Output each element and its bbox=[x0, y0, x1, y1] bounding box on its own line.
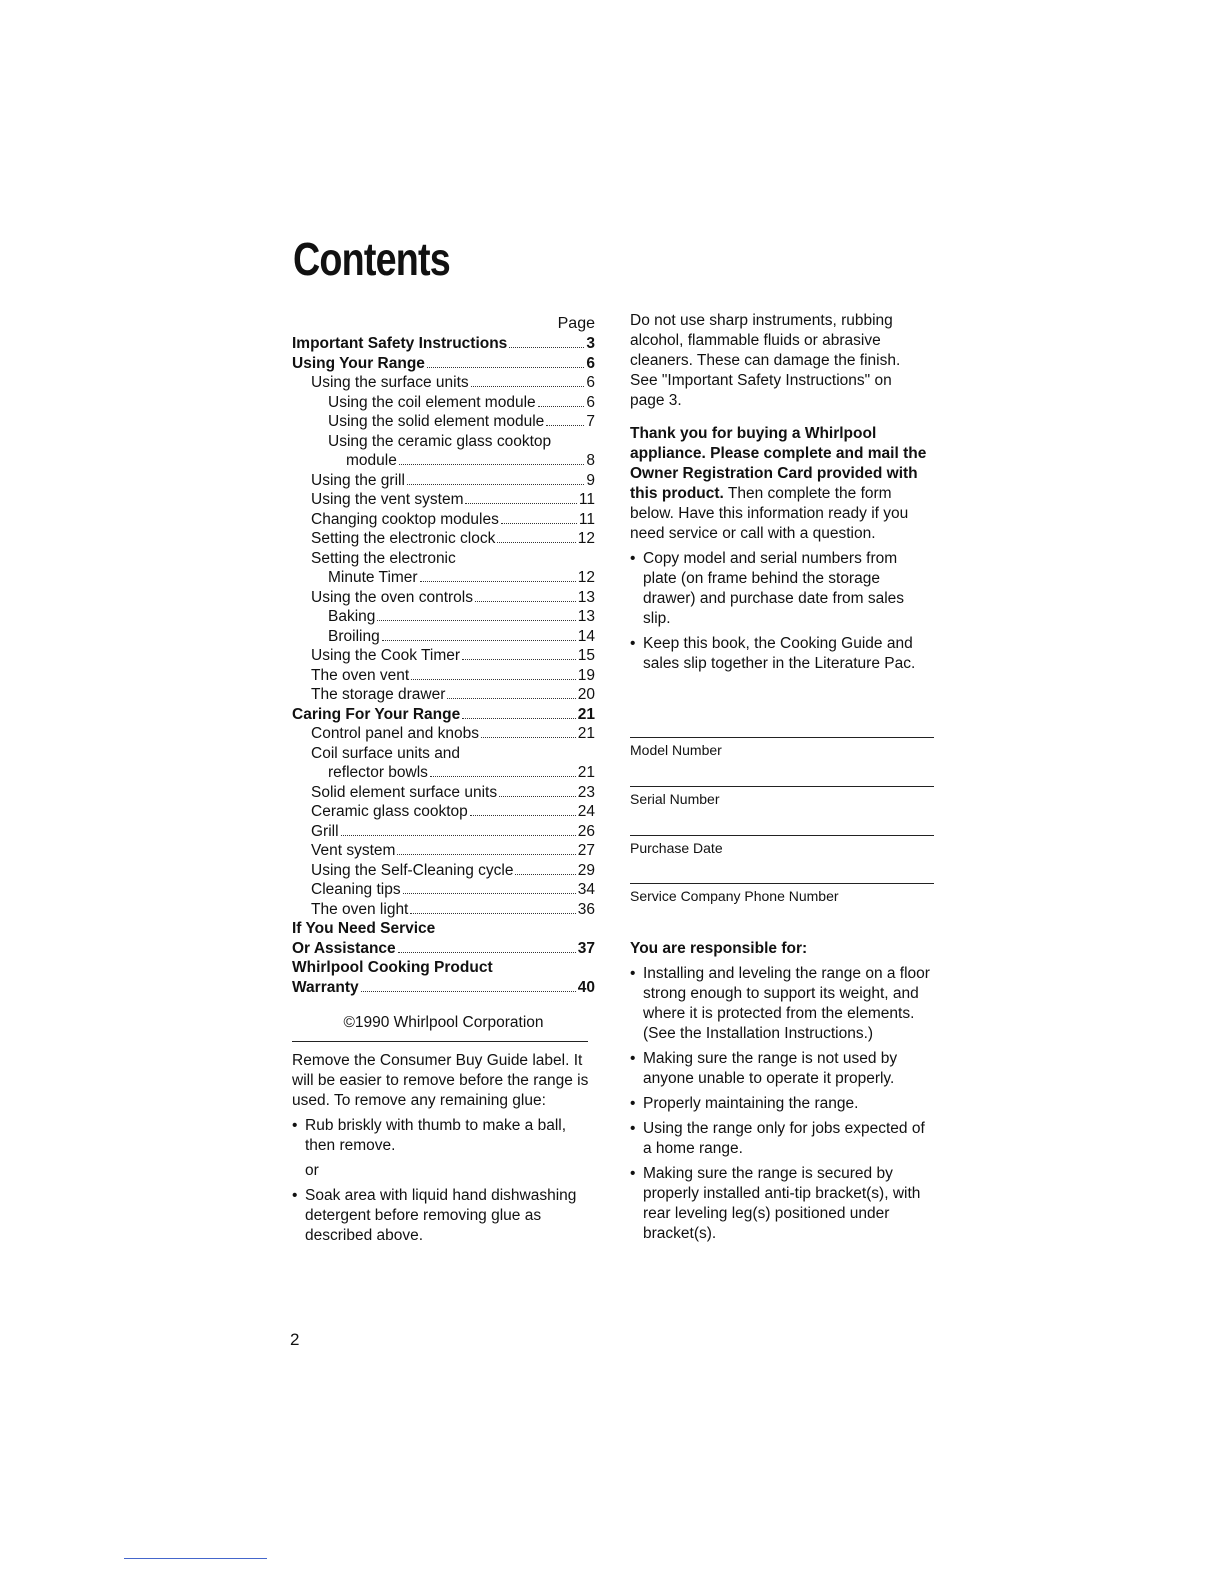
toc-entry bbox=[292, 627, 595, 647]
list-item: • Using the range only for jobs expected of a home range. bbox=[630, 1119, 930, 1159]
purchase-date-field[interactable]: Purchase Date bbox=[630, 835, 934, 856]
toc-entry-title: Using the surface units bbox=[311, 374, 469, 392]
toc-leader-dots bbox=[427, 354, 584, 368]
toc-entry bbox=[292, 919, 595, 939]
toc-entry-title: Using the solid element module bbox=[328, 413, 545, 431]
list-item: • Soak area with liquid hand dishwashing detergent before removing glue as described above. bbox=[292, 1186, 592, 1246]
toc-entry-page: 23 bbox=[577, 783, 595, 801]
toc-leader-dots bbox=[382, 627, 576, 641]
toc-entry bbox=[292, 412, 595, 432]
toc-leader-dots bbox=[497, 529, 575, 543]
toc-entry-title: Or Assistance bbox=[292, 939, 396, 957]
toc-entry-page: 34 bbox=[577, 881, 595, 899]
toc-leader-dots bbox=[471, 373, 585, 387]
toc-entry-title: Baking bbox=[328, 608, 376, 626]
toc-leader-dots bbox=[546, 412, 584, 426]
toc-entry-title: Using the Cook Timer bbox=[311, 647, 461, 665]
table-of-contents bbox=[292, 314, 595, 997]
toc-entry bbox=[292, 451, 595, 471]
toc-leader-dots bbox=[509, 334, 584, 348]
toc-entry bbox=[292, 861, 595, 881]
service-phone-field[interactable]: Service Company Phone Number bbox=[630, 883, 934, 904]
toc-entry bbox=[292, 958, 595, 978]
list-item: • Installing and leveling the range on a floor strong enough to support its weight, and where it is protected from the elements. (See the Installation Instructions.) bbox=[630, 964, 930, 1044]
toc-entry bbox=[292, 529, 595, 549]
toc-leader-dots bbox=[515, 861, 575, 875]
toc-leader-dots bbox=[499, 783, 576, 797]
toc-entry bbox=[292, 900, 595, 920]
thank-you-bold: Thank you for buying a Whirlpool appliance. Please complete and mail the Owner Registration Card provided with this product. bbox=[630, 425, 927, 502]
toc-entry bbox=[292, 354, 595, 374]
toc-entry bbox=[292, 432, 595, 452]
toc-leader-dots bbox=[430, 763, 576, 777]
toc-entry-page: 24 bbox=[577, 803, 595, 821]
toc-entry-page: 40 bbox=[577, 978, 595, 996]
toc-entry-title: Vent system bbox=[311, 842, 396, 860]
toc-entry-title: module bbox=[346, 452, 397, 470]
toc-entry bbox=[292, 549, 595, 569]
toc-leader-dots bbox=[462, 744, 593, 757]
toc-entry bbox=[292, 880, 595, 900]
toc-leader-dots bbox=[481, 724, 576, 738]
toc-entry bbox=[292, 724, 595, 744]
toc-leader-dots bbox=[465, 490, 576, 504]
list-item: • Making sure the range is secured by properly installed anti-tip bracket(s), with rear leveling leg(s) positioned under bracket(s). bbox=[630, 1164, 930, 1244]
toc-leader-dots bbox=[341, 822, 576, 836]
toc-entry-title: Using the grill bbox=[311, 471, 405, 489]
toc-entry-title: Control panel and knobs bbox=[311, 725, 480, 743]
responsibilities-heading: You are responsible for: bbox=[630, 940, 808, 957]
toc-entry-page: 7 bbox=[586, 413, 595, 431]
toc-entry bbox=[292, 510, 595, 530]
toc-entry-title: Caring For Your Range bbox=[292, 705, 461, 723]
toc-entry-title: Warranty bbox=[292, 978, 359, 996]
or-separator: or bbox=[305, 1162, 319, 1179]
toc-entry bbox=[292, 646, 595, 666]
toc-leader-dots bbox=[462, 646, 576, 660]
toc-entry-title: Cleaning tips bbox=[311, 881, 401, 899]
toc-entry-title: Ceramic glass cooktop bbox=[311, 803, 468, 821]
toc-leader-dots bbox=[407, 471, 584, 485]
toc-entry-page: 26 bbox=[577, 822, 595, 840]
toc-entry-page: 27 bbox=[577, 842, 595, 860]
toc-entry-page: 3 bbox=[586, 335, 595, 353]
toc-leader-dots bbox=[495, 959, 593, 972]
toc-entry bbox=[292, 666, 595, 686]
toc-entry-title: The oven light bbox=[311, 900, 409, 918]
toc-leader-dots bbox=[377, 607, 575, 621]
toc-entry bbox=[292, 588, 595, 608]
thank-you-note bbox=[630, 424, 930, 544]
toc-entry-title: Minute Timer bbox=[328, 569, 418, 587]
toc-leader-dots bbox=[470, 802, 576, 816]
toc-entry-page: 6 bbox=[586, 354, 595, 372]
footer-rule bbox=[124, 1558, 267, 1559]
toc-leader-dots bbox=[458, 549, 593, 562]
toc-entry bbox=[292, 744, 595, 764]
toc-leader-dots bbox=[361, 978, 576, 992]
toc-entry-page: 13 bbox=[577, 608, 595, 626]
list-item: • Properly maintaining the range. bbox=[630, 1094, 930, 1114]
list-item: • Copy model and serial numbers from plate (on frame behind the storage drawer) and purchase date from sales slip. bbox=[630, 549, 930, 629]
finish-warning: Do not use sharp instruments, rubbing alcohol, flammable fluids or abrasive cleaners. These can damage the finish. See "Important Safety Instructions" on page 3. bbox=[630, 312, 901, 409]
toc-entry bbox=[292, 490, 595, 510]
toc-entry-title: Using the vent system bbox=[311, 491, 464, 509]
toc-entry-page: 19 bbox=[577, 666, 595, 684]
page-number: 2 bbox=[290, 1330, 300, 1349]
toc-leader-dots bbox=[553, 432, 593, 445]
copyright-notice: ©1990 Whirlpool Corporation bbox=[343, 1014, 544, 1031]
toc-entry bbox=[292, 822, 595, 842]
toc-entry-page: 11 bbox=[578, 491, 595, 509]
model-number-field[interactable]: Model Number bbox=[630, 737, 934, 758]
toc-entry-title: Using the coil element module bbox=[328, 393, 536, 411]
toc-entry-title: Important Safety Instructions bbox=[292, 335, 508, 353]
toc-entry-page: 6 bbox=[586, 374, 595, 392]
toc-entry-page: 21 bbox=[577, 764, 595, 782]
toc-leader-dots bbox=[398, 939, 576, 953]
toc-entry bbox=[292, 393, 595, 413]
toc-page-header: Page bbox=[557, 315, 595, 332]
toc-entry bbox=[292, 705, 595, 725]
toc-leader-dots bbox=[462, 705, 576, 719]
toc-entry-page: 9 bbox=[586, 471, 595, 489]
toc-entry-page: 21 bbox=[577, 725, 595, 743]
toc-entry bbox=[292, 783, 595, 803]
toc-entry-title: Changing cooktop modules bbox=[311, 510, 499, 528]
toc-entry-title: Using the ceramic glass cooktop bbox=[328, 432, 552, 450]
toc-entry bbox=[292, 334, 595, 354]
toc-entry-page: 20 bbox=[577, 686, 595, 704]
toc-entry bbox=[292, 841, 595, 861]
toc-leader-dots bbox=[437, 920, 593, 933]
toc-entry-title: Whirlpool Cooking Product bbox=[292, 959, 493, 976]
label-removal-instructions bbox=[292, 1051, 592, 1246]
toc-entry-title: Solid element surface units bbox=[311, 783, 498, 801]
toc-entry bbox=[292, 568, 595, 588]
toc-leader-dots bbox=[538, 393, 585, 407]
toc-entry-page: 29 bbox=[577, 861, 595, 879]
toc-entry-page: 15 bbox=[577, 647, 595, 665]
toc-entry-title: Using Your Range bbox=[292, 354, 425, 372]
toc-entry-title: The oven vent bbox=[311, 666, 410, 684]
toc-entry-page: 13 bbox=[577, 588, 595, 606]
serial-number-field[interactable]: Serial Number bbox=[630, 786, 934, 807]
toc-entry-title: Coil surface units and bbox=[311, 744, 461, 762]
toc-entry-page: 11 bbox=[578, 510, 595, 528]
toc-leader-dots bbox=[475, 588, 576, 602]
toc-leader-dots bbox=[420, 568, 576, 582]
toc-entry-page: 12 bbox=[577, 569, 595, 587]
toc-entry-page: 21 bbox=[577, 705, 595, 723]
toc-entry-page: 12 bbox=[577, 530, 595, 548]
toc-entry-title: Setting the electronic clock bbox=[311, 530, 496, 548]
toc-entry bbox=[292, 939, 595, 959]
list-item: • Keep this book, the Cooking Guide and sales slip together in the Literature Pac. bbox=[630, 634, 930, 674]
toc-leader-dots bbox=[399, 451, 585, 465]
toc-entry-page: 6 bbox=[586, 393, 595, 411]
toc-entry bbox=[292, 685, 595, 705]
toc-entry bbox=[292, 607, 595, 627]
toc-entry-page: 36 bbox=[577, 900, 595, 918]
toc-entry-title: Setting the electronic bbox=[311, 549, 456, 567]
thank-you-rest: Then complete the form below. Have this information ready if you need service or call with a question. bbox=[630, 485, 909, 542]
divider bbox=[292, 1041, 588, 1042]
toc-leader-dots bbox=[501, 510, 577, 524]
toc-entry bbox=[292, 763, 595, 783]
toc-entry-page: 14 bbox=[577, 627, 595, 645]
toc-entry bbox=[292, 802, 595, 822]
toc-leader-dots bbox=[411, 666, 576, 680]
toc-entry-title: reflector bowls bbox=[328, 764, 428, 782]
toc-entry-title: If You Need Service bbox=[292, 920, 436, 937]
toc-entry-title: The storage drawer bbox=[311, 686, 446, 704]
toc-leader-dots bbox=[410, 900, 575, 914]
page-title: Contents bbox=[293, 233, 450, 285]
toc-entry bbox=[292, 978, 595, 998]
toc-entry bbox=[292, 373, 595, 393]
toc-entry-title: Grill bbox=[311, 822, 339, 840]
toc-leader-dots bbox=[403, 880, 576, 894]
list-item: • Making sure the range is not used by anyone unable to operate it properly. bbox=[630, 1049, 930, 1089]
toc-leader-dots bbox=[447, 685, 575, 699]
toc-entry-title: Using the oven controls bbox=[311, 588, 473, 606]
toc-entry-page: 8 bbox=[586, 452, 595, 470]
list-item: • Rub briskly with thumb to make a ball, then remove. bbox=[292, 1116, 592, 1156]
toc-entry-page: 37 bbox=[577, 939, 595, 957]
toc-entry bbox=[292, 471, 595, 491]
label-removal-intro: Remove the Consumer Buy Guide label. It will be easier to remove before the range is used. To remove any remaining glue: bbox=[292, 1052, 589, 1109]
responsibilities bbox=[630, 939, 930, 1244]
toc-leader-dots bbox=[397, 841, 575, 855]
toc-entry-title: Using the Self-Cleaning cycle bbox=[311, 861, 514, 879]
right-column-intro bbox=[630, 311, 930, 674]
toc-entry-title: Broiling bbox=[328, 627, 380, 645]
